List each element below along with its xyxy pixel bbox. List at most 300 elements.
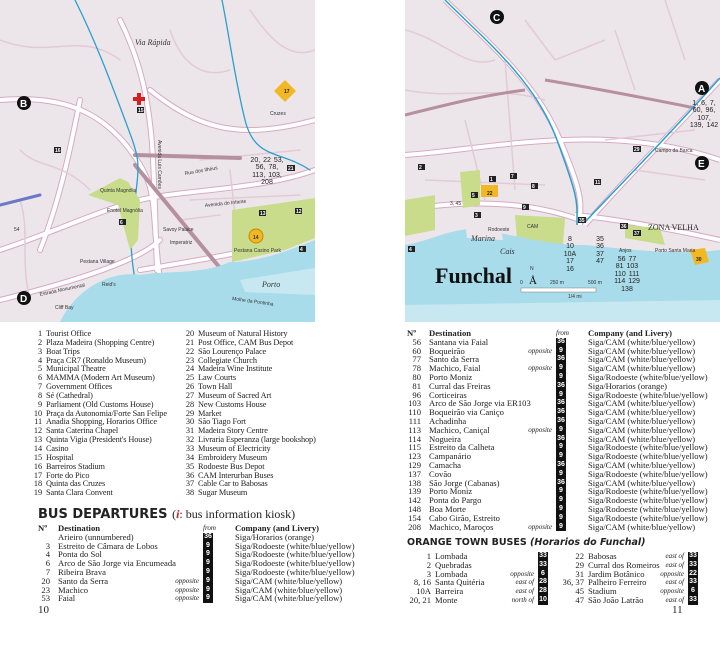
key-label: Cable Car to Babosas: [198, 479, 268, 489]
company: Siga/Rodoeste (white/blue/yellow): [235, 566, 355, 577]
company: Siga/CAM (white/blue/yellow): [588, 407, 696, 418]
destination: Babosas: [588, 550, 617, 561]
route-number: 96: [412, 389, 421, 400]
label-rodoeste: Rodoeste: [488, 227, 510, 233]
marker-30[interactable]: 30: [696, 257, 702, 263]
company: Siga/Rodoeste (white/blue/yellow): [588, 389, 708, 400]
key-label: Santa Clara Convent: [46, 488, 113, 498]
key-number: 14: [33, 443, 42, 453]
orange-subtitle: (Horarios do Funchal): [530, 537, 646, 548]
key-label: Rodoeste Bus Depot: [198, 461, 265, 471]
key-number: 29: [185, 408, 194, 418]
company: Siga/Horarios (orange): [588, 380, 667, 391]
company: Siga/Rodoeste (white/blue/yellow): [588, 495, 708, 506]
key-number: 21: [185, 337, 194, 347]
key-label: Barreiros Stadium: [46, 461, 105, 471]
svg-text:250 m: 250 m: [550, 280, 564, 286]
destination: Camacha: [429, 459, 461, 470]
destination: Cabo Girão, Estreito: [429, 512, 500, 523]
key-number: 12: [33, 426, 42, 436]
kiosk-text: : bus information kiosk): [179, 507, 296, 521]
key-number: 34: [185, 452, 194, 462]
svg-text:0: 0: [520, 280, 523, 286]
from-stop-badge: 9: [203, 594, 213, 603]
bus-table-right: [405, 329, 708, 531]
route-number: 129: [408, 459, 421, 470]
marker-14[interactable]: 14: [253, 235, 259, 241]
stop-position: opposite: [175, 594, 199, 603]
label-pestana-park: Pestana Casino Park: [234, 248, 281, 254]
key-number: 35: [185, 461, 194, 471]
svg-text:B: B: [20, 99, 28, 110]
marker-8[interactable]: 8: [532, 184, 535, 190]
orange-table-right: [560, 552, 698, 605]
label-pestana-village: Pestana Village: [80, 259, 115, 265]
route-number: 138: [408, 477, 421, 488]
route-number: 142: [408, 495, 421, 506]
destination: Ribeira Brava: [58, 566, 106, 577]
label-campo-barca: Campo da Barca: [655, 148, 693, 154]
destination: Arco de São Jorge via ER103: [429, 398, 531, 409]
route-number: 56: [412, 336, 421, 347]
stop-position: opposite: [528, 364, 552, 373]
from-stop-badge: 36: [557, 355, 565, 363]
from-stop-badge: 22: [689, 569, 697, 577]
key-label: Town Hall: [198, 382, 233, 392]
north-arrow-icon: Å: [529, 275, 537, 287]
company: Siga/Horarios (orange): [235, 531, 314, 542]
company: Siga/Rodoeste (white/blue/yellow): [588, 451, 708, 462]
key-number: 19: [33, 488, 42, 498]
route-number: 3: [45, 540, 50, 551]
stop-position: opposite: [175, 576, 199, 585]
key-number: 24: [185, 364, 194, 374]
destination: Santo da Serra: [58, 575, 109, 586]
route-number: 20: [41, 575, 50, 586]
key-number: 23: [185, 355, 194, 365]
from-stop-badge: 9: [556, 426, 566, 435]
stop-position: east of: [515, 578, 534, 587]
stop-position: opposite: [660, 569, 684, 578]
label-molhe: Molhe da Pontinha: [231, 296, 274, 308]
company: Siga/CAM (white/blue/yellow): [588, 521, 696, 532]
destination: Estreito da Calheta: [429, 442, 495, 453]
from-stop-badge: 36: [557, 416, 565, 424]
key-number: 20: [185, 329, 194, 338]
marker-11[interactable]: 11: [595, 180, 601, 186]
destination: Boa Morte: [429, 503, 466, 514]
from-stop-badge: 9: [556, 505, 566, 514]
from-stop-badge: 33: [689, 552, 697, 559]
route-number: 115: [408, 442, 421, 453]
key-label: Forte do Pico: [46, 470, 90, 480]
key-label: Hospital: [46, 452, 74, 462]
company: Siga/Rodoeste (white/blue/yellow): [235, 549, 355, 560]
destination: São João Latrão: [588, 594, 644, 605]
key-number: 31: [185, 426, 194, 436]
route-number: 7: [45, 566, 50, 577]
route-number: 123: [408, 451, 421, 462]
marker-4[interactable]: 4: [409, 247, 412, 253]
company: Siga/Rodoeste (white/blue/yellow): [588, 503, 708, 514]
route-number: 78: [412, 363, 421, 374]
marker-16[interactable]: 16: [55, 148, 61, 154]
map-title: Funchal: [435, 263, 513, 288]
marker-d[interactable]: [17, 291, 31, 305]
from-stop-badge: 9: [556, 514, 566, 523]
key-label: Collegiate Church: [198, 355, 257, 365]
marker-36[interactable]: 36: [621, 224, 627, 230]
destination: Stadium: [588, 586, 617, 597]
key-number: 33: [185, 443, 194, 453]
route-number: 80: [412, 371, 421, 382]
from-stop-badge: 6: [538, 570, 548, 579]
marker-17[interactable]: 17: [284, 89, 290, 95]
key-label: Parliament (Old Customs House): [46, 399, 154, 409]
key-item: [30, 489, 167, 498]
stop-position: opposite: [528, 425, 552, 434]
svg-text:C: C: [493, 13, 501, 24]
route-number: 103: [408, 398, 421, 409]
company: Siga/Rodoeste (white/blue/yellow): [235, 558, 355, 569]
marker-37[interactable]: 37: [634, 231, 640, 237]
route-number: 22: [575, 550, 584, 561]
orange-buses-heading: [407, 537, 646, 548]
key-label: Post Office, CAM Bus Depot: [198, 337, 294, 347]
company: Siga/CAM (white/blue/yellow): [588, 363, 696, 374]
destination: Arco de São Jorge via Encumeada: [58, 558, 176, 569]
map-west-funchal[interactable]: [0, 0, 315, 322]
orange-table-left: [405, 552, 548, 605]
key-number: 15: [33, 452, 42, 462]
key-number: 11: [34, 417, 42, 427]
stop-position: opposite: [660, 587, 684, 596]
header-number: Nº: [407, 327, 417, 338]
destination: Santa Quitéria: [435, 577, 485, 588]
key-number: 8: [37, 390, 42, 400]
bus-table-left: [36, 524, 355, 603]
stop-position: opposite: [510, 569, 534, 578]
marker-2[interactable]: 2: [419, 165, 422, 171]
destination: Curral das Freiras: [429, 380, 491, 391]
from-stop-badge: 9: [556, 452, 566, 461]
label-anjos: Anjos: [619, 248, 632, 254]
destination: Curral dos Romeiros: [588, 559, 660, 570]
label-porto-santa-maria: Porto Santa Maria: [655, 248, 696, 254]
destination: Boqueirão via Caniço: [429, 407, 504, 418]
from-stop-badge: 36: [204, 532, 212, 540]
svg-text:E: E: [698, 159, 705, 170]
route-number: 31: [575, 568, 584, 579]
destination: Lombada: [435, 550, 468, 561]
destination: Lombada: [435, 568, 468, 579]
destination: Machico, Caniçal: [429, 424, 490, 435]
svg-text:500 m: 500 m: [588, 280, 602, 286]
route-number: 23: [41, 584, 50, 595]
label-enotel: Enotel Magnólia: [107, 208, 143, 214]
key-label: Livraria Esperanza (large bookshop): [198, 435, 316, 445]
marker-e[interactable]: [695, 156, 709, 170]
route-number: 6: [45, 558, 50, 569]
label-routes-b: 8 10 10A 17 16: [563, 236, 577, 273]
destination: Estreito de Câmara de Lobos: [58, 540, 158, 551]
from-stop-badge: 9: [556, 391, 566, 400]
route-number: 60: [412, 345, 421, 356]
marker-29[interactable]: 29: [634, 147, 640, 153]
company: Siga/CAM (white/blue/yellow): [588, 459, 696, 470]
marker-1[interactable]: 1: [490, 177, 493, 183]
destination: Ponta do Pargo: [429, 495, 482, 506]
company: Siga/CAM (white/blue/yellow): [235, 593, 343, 604]
company: Siga/Rodoeste (white/blue/yellow): [588, 468, 708, 479]
destination: Boqueirão: [429, 345, 465, 356]
marker-5[interactable]: 5: [472, 193, 475, 199]
svg-text:N: N: [530, 266, 534, 272]
route-number: 77: [412, 354, 421, 365]
from-stop-badge: 9: [203, 568, 213, 577]
svg-text:1/4 mi: 1/4 mi: [568, 294, 582, 300]
key-number: 30: [185, 417, 194, 427]
label-av-infante: Avenida do Infante: [204, 198, 247, 209]
header-from: from: [556, 329, 569, 337]
stop-position: east of: [515, 587, 534, 596]
key-label: Law Courts: [198, 373, 236, 383]
route-number: 208: [408, 521, 421, 532]
destination: Monte: [435, 594, 458, 605]
key-number: 13: [33, 435, 42, 445]
bus-departures-title: BUS DEPARTURES: [38, 507, 168, 522]
from-stop-badge: 28: [539, 587, 547, 595]
label-reids: Reid's: [102, 282, 116, 288]
label-cliff-bay: Cliff Bay: [55, 305, 74, 311]
route-number: 81: [412, 380, 421, 391]
label-routes-d: 56 77 81 103 110 111 114 129 138: [614, 256, 640, 293]
key-label: Quinta Vigia (President's House): [46, 435, 152, 445]
map-central-funchal[interactable]: [405, 0, 720, 322]
destination: Quebradas: [435, 559, 472, 570]
label-savoy: Savoy Palace: [163, 227, 194, 233]
marker-b[interactable]: [17, 96, 31, 110]
route-number: 148: [408, 503, 421, 514]
from-stop-badge: 6: [688, 587, 698, 596]
key-label: Plaza Madeira (Shopping Centre): [46, 337, 155, 347]
destination: Corticeiras: [429, 389, 467, 400]
from-stop-badge: 33: [539, 560, 547, 568]
route-number: 3: [426, 568, 431, 579]
map-key-left: [30, 330, 167, 498]
key-label: CAM Interurban Buses: [198, 470, 274, 480]
page-number: 11: [672, 604, 683, 616]
key-item: [182, 489, 316, 498]
from-stop-badge: 9: [556, 347, 566, 356]
stop-position: opposite: [175, 585, 199, 594]
key-label: Sugar Museum: [198, 488, 248, 498]
key-number: 18: [33, 479, 42, 489]
label-cais: Cais: [500, 247, 515, 256]
from-stop-badge: 9: [203, 542, 213, 551]
key-number: 32: [185, 435, 194, 445]
label-marina: Marina: [471, 234, 495, 243]
bus-departures-heading: [38, 507, 295, 522]
marker-4[interactable]: 4: [300, 247, 303, 253]
from-stop-badge: 33: [689, 595, 697, 603]
route-number: 114: [408, 433, 421, 444]
destination: Jardim Botânico: [588, 568, 645, 579]
from-stop-badge: 28: [539, 578, 547, 586]
marker-c[interactable]: [490, 10, 504, 24]
destination: Ponta do Sol: [58, 549, 102, 560]
from-stop-badge: 33: [689, 578, 697, 586]
header-company: Company (and Livery): [588, 327, 673, 338]
destination: Nogueira: [429, 433, 461, 444]
key-number: 3: [37, 346, 42, 356]
from-stop-badge: 9: [203, 577, 213, 586]
from-stop-badge: 36: [557, 381, 565, 389]
route-number: 113: [408, 424, 421, 435]
label-via-rapida: Via Rápida: [135, 38, 171, 47]
destination: Santo da Serra: [429, 354, 480, 365]
table-row: [405, 523, 708, 532]
label-rua-dos-ilheus: Rua dos Ilhéus: [184, 165, 219, 177]
from-stop-badge: 33: [689, 560, 697, 568]
header-company: Company (and Livery): [235, 522, 320, 533]
destination: Porto Moniz: [429, 486, 473, 497]
key-label: Museum of Electricity: [198, 443, 271, 453]
label-routes-e: 3, 45: [450, 201, 462, 207]
label-routes-a: 1, 6, 7, 60, 96, 107, 139, 142: [689, 100, 719, 130]
table-row: [405, 596, 548, 605]
destination: Faial: [58, 593, 76, 604]
marker-9[interactable]: 9: [523, 205, 526, 211]
key-number: 5: [37, 364, 42, 374]
route-number: 110: [408, 407, 421, 418]
key-label: Boat Trips: [46, 346, 80, 356]
marker-22[interactable]: 22: [487, 191, 493, 197]
marker-13[interactable]: 13: [260, 211, 266, 217]
key-label: Madeira Wine Institute: [198, 364, 273, 374]
from-stop-badge: 33: [539, 552, 547, 559]
from-stop-badge: 36: [557, 478, 565, 486]
destination: Arieiro (unnumbered): [58, 531, 134, 542]
key-label: Embroidery Museum: [198, 452, 268, 462]
key-label: Anadia Shopping, Horarios Office: [46, 417, 157, 427]
marker-12[interactable]: 12: [296, 209, 302, 215]
key-number: 17: [33, 470, 42, 480]
label-routes-c: 35 36 37 47: [596, 236, 604, 266]
table-row: [36, 594, 355, 603]
label-zona-velha: ZONA VELHA: [648, 223, 699, 232]
from-stop-badge: 36: [557, 399, 565, 407]
marker-35[interactable]: 35: [579, 218, 585, 224]
destination: Santana via Faial: [429, 336, 489, 347]
key-label: Government Offices: [46, 382, 113, 392]
from-stop-badge: 9: [203, 559, 213, 568]
destination: São Jorge (Cabanas): [429, 477, 500, 488]
stop-position: east of: [665, 595, 684, 604]
header-destination: Destination: [58, 522, 101, 533]
key-label: Tourist Office: [46, 329, 92, 338]
route-number: 45: [575, 586, 584, 597]
company: Siga/CAM (white/blue/yellow): [235, 575, 343, 586]
key-number: 9: [37, 399, 42, 409]
from-stop-badge: 9: [556, 523, 566, 532]
route-number: 47: [575, 594, 584, 605]
route-number: 36, 37: [562, 577, 584, 588]
from-stop-badge: 36: [557, 434, 565, 442]
company: Siga/CAM (white/blue/yellow): [588, 415, 696, 426]
company: Siga/Rodoeste (white/blue/yellow): [588, 486, 708, 497]
from-stop-badge: 36: [557, 460, 565, 468]
key-label: Casino: [46, 443, 69, 453]
key-label: São Lourenço Palace: [198, 346, 267, 356]
key-number: 27: [185, 390, 194, 400]
destination: Palheiro Ferreiro: [588, 577, 647, 588]
company: Siga/Rodoeste (white/blue/yellow): [235, 540, 355, 551]
company: Siga/CAM (white/blue/yellow): [235, 584, 343, 595]
from-stop-badge: 9: [203, 586, 213, 595]
key-number: 2: [37, 337, 42, 347]
company: Siga/CAM (white/blue/yellow): [588, 424, 696, 435]
company: Siga/Rodoeste (white/blue/yellow): [588, 512, 708, 523]
key-label: Sé (Cathedral): [46, 390, 93, 400]
key-number: 38: [185, 488, 194, 498]
key-number: 7: [37, 382, 42, 392]
destination: Machico: [58, 584, 89, 595]
route-number: 20, 21: [409, 594, 431, 605]
company: Siga/CAM (white/blue/yellow): [588, 354, 696, 365]
marker-3[interactable]: 3: [475, 213, 478, 219]
header-destination: Destination: [429, 327, 472, 338]
key-label: Santa Caterina Chapel: [46, 426, 119, 436]
key-label: Praça da Autonomia/Forte San Felipe: [46, 408, 167, 418]
from-stop-badge: 9: [556, 487, 566, 496]
from-stop-badge: 9: [556, 443, 566, 452]
key-number: 10: [33, 408, 42, 418]
marker-7[interactable]: 7: [511, 174, 514, 180]
from-stop-badge: 9: [556, 373, 566, 382]
key-label: Museum of Sacred Art: [198, 390, 272, 400]
from-stop-badge: 36: [557, 408, 565, 416]
label-av-luis-camoes: Avenida Luís Camões: [156, 140, 162, 189]
marker-15[interactable]: 15: [138, 108, 144, 114]
stop-position: east of: [665, 560, 684, 569]
company: Siga/CAM (white/blue/yellow): [588, 433, 696, 444]
key-number: 26: [185, 382, 194, 392]
key-label: Museum of Natural History: [198, 329, 288, 338]
header-number: Nº: [38, 522, 48, 533]
key-number: 6: [37, 373, 42, 383]
map-key-right: [182, 330, 316, 498]
key-label: MAMMA (Modern Art Museum): [46, 373, 155, 383]
label-bus-54: 54: [14, 227, 20, 233]
label-estrada-monumental: Estrada Monumental: [39, 282, 86, 298]
key-number: 36: [185, 470, 194, 480]
company: Siga/CAM (white/blue/yellow): [588, 398, 696, 409]
route-number: 111: [408, 415, 421, 426]
stop-position: east of: [665, 551, 684, 560]
marker-6[interactable]: 6: [120, 220, 123, 226]
from-stop-badge: 9: [556, 496, 566, 505]
stop-position: east of: [665, 578, 684, 587]
svg-text:A: A: [698, 84, 706, 95]
marker-21[interactable]: 21: [288, 166, 294, 172]
key-label: Madeira Story Centre: [198, 426, 268, 436]
key-label: Market: [198, 408, 222, 418]
key-label: New Customs House: [198, 399, 267, 409]
destination: Barreira: [435, 586, 464, 597]
label-cruzes: Cruzes: [270, 111, 286, 117]
marker-a[interactable]: [695, 81, 709, 95]
